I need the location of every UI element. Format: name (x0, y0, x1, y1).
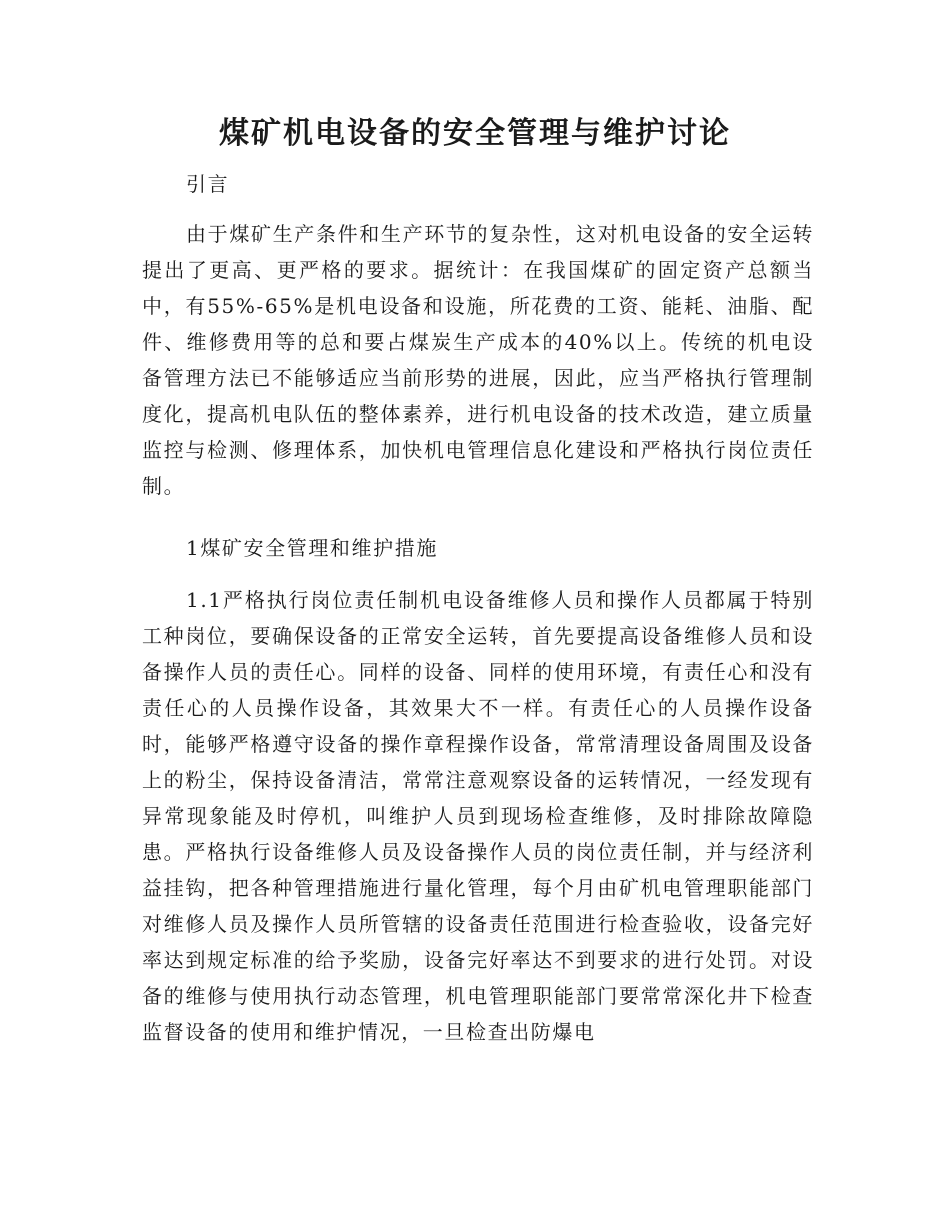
section-1-1-paragraph: 1.1严格执行岗位责任制机电设备维修人员和操作人员都属于特别工种岗位，要确保设备的正常安全运转，首先要提高设备维修人员和设备操作人员的责任心。同样的设备、同样的使用环境，有责任心和没有责任心的人员操作设备，其效果大不一样。有责任心的人员操作设备时，能够严格遵守设备的操作章程操作设备，常常清理设备周围及设备上的粉尘，保持设备清洁，常常注意观察设备的运转情况，一经发现有异常现象能及时停机，叫维护人员到现场检查维修，及时排除故障隐患。严格执行设备维修人员及设备操作人员的岗位责任制，并与经济利益挂钩，把各种管理措施进行量化管理，每个月由矿机电管理职能部门对维修人员及操作人员所管辖的设备责任范围进行检查验收，设备完好率达到规定标准的给予奖励，设备完好率达不到要求的进行处罚。对设备的维修与使用执行动态管理，机电管理职能部门要常常深化井下检查监督设备的使用和维护情况，一旦检查出防爆电 (142, 588, 814, 1044)
intro-paragraph: 由于煤矿生产条件和生产环节的复杂性，这对机电设备的安全运转提出了更高、更严格的要求。据统计：在我国煤矿的固定资产总额当中，有55%-65%是机电设备和设施，所花费的工资、能耗、油脂、配件、维修费用等的总和要占煤炭生产成本的40%以上。传统的机电设备管理方法已不能够适应当前形势的进展，因此，应当严格执行管理制度化，提高机电队伍的整体素养，进行机电设备的技术改造，建立质量监控与检测、修理体系，加快机电管理信息化建设和严格执行岗位责任制。 (142, 222, 814, 498)
document-title: 煤矿机电设备的安全管理与维护讨论 (219, 116, 731, 151)
section-1-heading: 1煤矿安全管理和维护措施 (186, 536, 438, 560)
intro-heading: 引言 (186, 172, 230, 196)
